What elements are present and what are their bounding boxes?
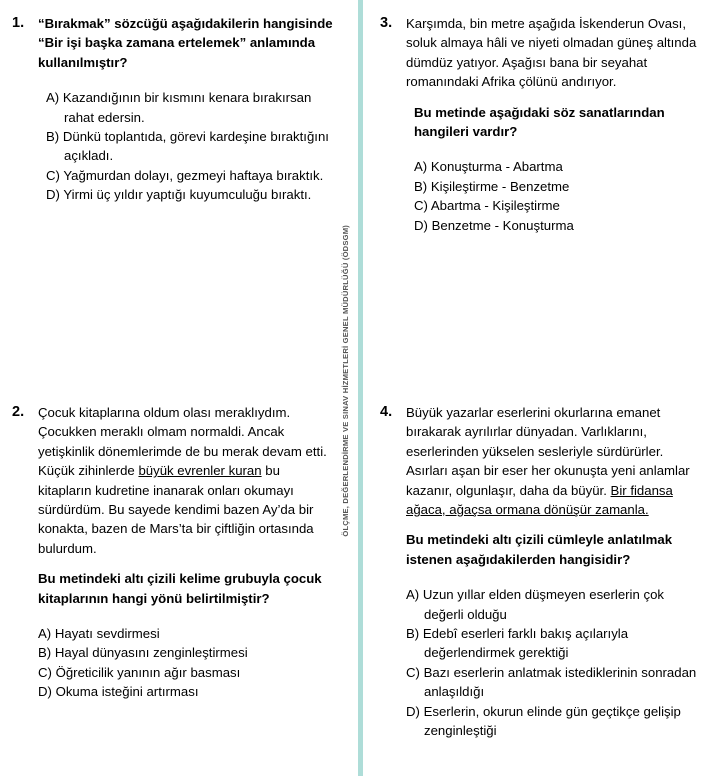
option-item[interactable]: C) Öğreticilik yanının ağır basması — [38, 664, 241, 680]
option-item[interactable]: C) Abartma - Kişileştirme — [414, 198, 560, 214]
option-item[interactable]: D) Okuma isteğini artırması — [38, 684, 199, 700]
question-2 — [0, 403, 341, 702]
option-item[interactable]: A) Uzun yıllar elden düşmeyen eserlerin çok değerli olduğu — [406, 587, 665, 622]
question-3-stem: Karşımda, bin metre aşağıda İskenderun Ovası, soluk almaya hâli ve niyeti olmadan güneş altında dümdüz yatıyor. Aşağısı bana bir seyahat romanındaki Afrika çölünü andırıyor. — [406, 16, 697, 90]
option-item[interactable]: C) Bazı eserlerin anlatmak istediklerinin sonradan anlaşıldığı — [406, 664, 697, 700]
question-4-stem: Büyük yazarlar eserlerini okurlarına emanet bırakarak ayrılırlar dünyadan. Varlıklarını, eserlerinden yükselen sesleriyle sürdürürler. Asırları aşan bir eser her okunuşta yeni anlamlar kazanır, olgunlaşır, daha da büyür. Bir fidansa ağaca, ağaçsa ormana dönüşür zamanla. — [406, 405, 690, 518]
question-1 — [0, 14, 341, 205]
question-1-stem: “Bırakmak” sözcüğü aşağıdakilerin hangisinde “Bir işi başka zamana ertelemek” anlamında kullanılmıştır? — [38, 16, 333, 70]
right-column — [368, 0, 709, 776]
question-3 — [368, 14, 709, 235]
question-3-number: 3. — [380, 15, 393, 31]
column-divider — [358, 0, 363, 776]
option-item[interactable]: B) Hayal dünyasını zenginleştirmesi — [38, 645, 248, 661]
question-3-options — [406, 157, 701, 235]
option-item[interactable]: B) Edebî eserleri farklı bakış açılarıyla değerlendirmek gerektiği — [406, 626, 629, 661]
question-1-number: 1. — [12, 15, 25, 31]
question-2-options — [38, 624, 333, 702]
question-4-prompt: Bu metindeki altı çizili cümleyle anlatılmak istenen aşağıdakilerden hangisidir? — [406, 532, 673, 567]
question-2-prompt: Bu metindeki altı çizili kelime grubuyla çocuk kitaplarının hangi yönü belirtilmiştir? — [38, 571, 322, 606]
question-4-number: 4. — [380, 404, 393, 420]
question-2-number: 2. — [12, 404, 25, 420]
question-4-options — [406, 585, 701, 740]
option-item[interactable]: B) Dünkü toplantıda, görevi kardeşine bıraktığını açıkladı. — [46, 129, 329, 164]
question-3-prompt: Bu metinde aşağıdaki söz sanatlarından hangileri vardır? — [414, 104, 665, 140]
option-item[interactable]: D) Benzetme - Konuşturma — [414, 217, 574, 233]
option-item[interactable]: D) Eserlerin, okurun elinde gün geçtikçe gelişip zenginleştiği — [406, 703, 681, 739]
option-item[interactable]: A) Hayatı sevdirmesi — [38, 626, 160, 642]
option-item[interactable]: D) Yirmi üç yıldır yaptığı kuyumculuğu bıraktı. — [46, 187, 312, 203]
agency-vertical-label-text: ÖLÇME, DEĞERLENDİRME VE SINAV HİZMETLERİ GENEL MÜDÜRLÜĞÜ (ÖDSGM) — [341, 225, 351, 537]
option-item[interactable]: B) Kişileştirme - Benzetme — [414, 178, 570, 194]
option-item[interactable]: A) Konuşturma - Abartma — [414, 159, 563, 175]
option-item[interactable]: C) Yağmurdan dolayı, gezmeyi haftaya bıraktık. — [46, 167, 324, 183]
question-1-options — [38, 88, 333, 204]
question-4 — [368, 403, 709, 741]
left-column — [0, 0, 341, 776]
option-item[interactable]: A) Kazandığının bir kısmını kenara bırakırsan rahat edersin. — [46, 90, 312, 125]
question-2-stem: Çocuk kitaplarına oldum olası meraklıydım. Çocukken meraklı olmam normaldi. Ancak yetişkinlik dönemlerimde de bu merak devam etti. Küçük zihinlerde büyük evrenler kuran bu kitapların kudretine inanarak onları okumayı sürdürdüm. Bu sayede kendimi bazen Ay’da bir konakta, bazen de Mars’ta bir çiftliğin ortasında bulurdum. — [38, 405, 327, 556]
